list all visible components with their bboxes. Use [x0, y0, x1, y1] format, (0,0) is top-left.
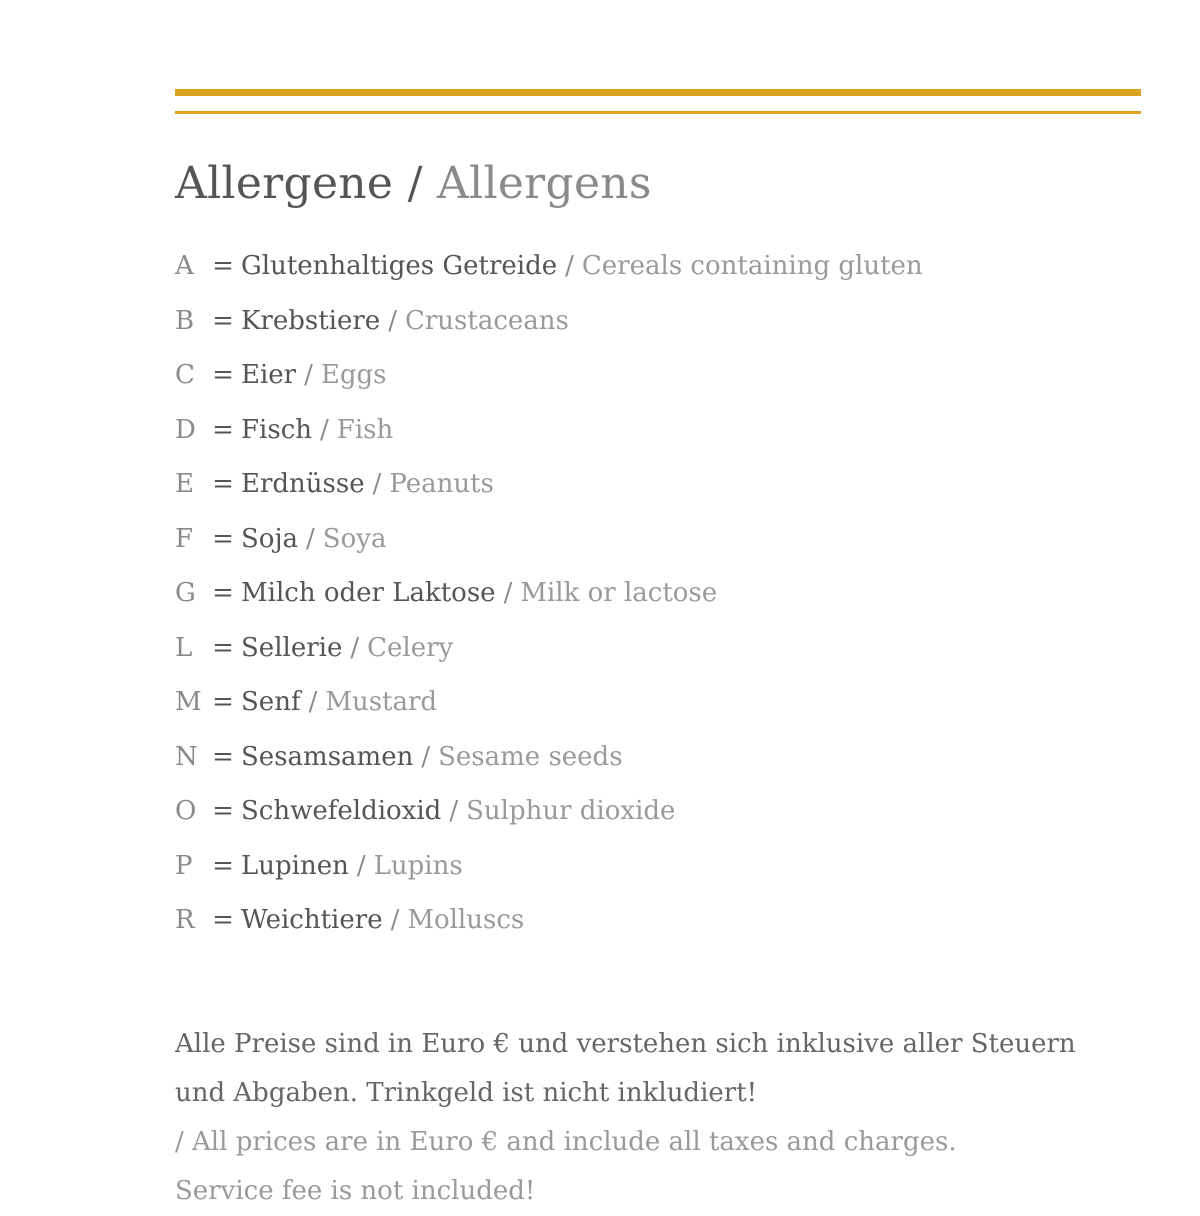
allergen-item [175, 675, 923, 730]
allergen-name-german: Sesamsamen [241, 741, 414, 772]
equals-sign: = [212, 305, 234, 336]
equals-sign: = [212, 523, 234, 554]
allergen-item [175, 512, 923, 567]
slash-separator: / [356, 850, 366, 881]
allergen-name-english: Eggs [320, 360, 387, 390]
title-english: Allergens [437, 158, 652, 209]
price-note-english-line-1: / All prices are in Euro € and include all taxes and charges. [175, 1127, 957, 1157]
allergen-code: P [175, 850, 193, 881]
slash-separator: / [320, 414, 329, 445]
allergen-name-english: Crustaceans [404, 305, 569, 336]
allergen-code: R [175, 905, 195, 935]
allergen-code: N [175, 741, 198, 772]
allergen-name-english: Mustard [325, 687, 438, 717]
allergen-code: M [175, 687, 202, 717]
allergen-name-german: Fisch [241, 414, 313, 445]
equals-sign: = [212, 632, 234, 663]
price-note-german-line-2: und Abgaben. Trinkgeld ist nicht inkludiert! [175, 1078, 758, 1108]
equals-sign: = [212, 850, 234, 881]
allergen-name-english: Peanuts [389, 469, 494, 499]
allergen-code: L [175, 632, 193, 663]
allergen-item [175, 457, 923, 512]
allergen-code: B [175, 305, 195, 336]
slash-separator: / [390, 905, 400, 935]
allergen-code: D [175, 414, 196, 445]
allergen-code: O [175, 796, 197, 826]
allergen-name-german: Soja [241, 523, 299, 554]
price-note [175, 1020, 1135, 1216]
allergen-name-english: Sulphur dioxide [466, 796, 676, 826]
allergen-name-english: Fish [336, 414, 394, 445]
page-title [175, 152, 652, 216]
allergen-item [175, 348, 923, 403]
equals-sign: = [212, 741, 234, 772]
slash-separator: / [449, 796, 459, 826]
allergen-name-german: Sellerie [241, 632, 343, 663]
slash-separator: / [306, 523, 315, 554]
allergen-name-german: Erdnüsse [241, 469, 365, 499]
allergen-item [175, 294, 923, 349]
price-note-english-line-2: Service fee is not included! [175, 1176, 536, 1206]
allergen-name-english: Lupins [373, 850, 463, 881]
allergen-name-german: Lupinen [241, 850, 349, 881]
top-rule-thick [175, 89, 1141, 96]
allergen-code: E [175, 469, 194, 499]
equals-sign: = [212, 687, 234, 717]
allergen-item [175, 403, 923, 458]
allergen-code: G [175, 578, 196, 608]
allergen-item [175, 730, 923, 785]
allergen-code: F [175, 523, 194, 554]
allergen-name-english: Soya [322, 523, 387, 554]
equals-sign: = [212, 905, 234, 935]
allergen-code: C [175, 360, 195, 390]
slash-separator: / [503, 578, 513, 608]
slash-separator: / [350, 632, 360, 663]
allergen-item [175, 839, 923, 894]
slash-separator: / [308, 687, 318, 717]
allergen-name-english: Molluscs [407, 905, 525, 935]
allergen-item [175, 239, 923, 294]
slash-separator: / [565, 251, 574, 281]
price-note-german-line-1: Alle Preise sind in Euro € und verstehen sich inklusive aller Steuern [175, 1029, 1076, 1059]
equals-sign: = [212, 796, 234, 826]
title-separator: / [407, 158, 423, 209]
equals-sign: = [212, 469, 234, 499]
slash-separator: / [388, 305, 397, 336]
equals-sign: = [212, 251, 234, 281]
allergen-name-german: Weichtiere [241, 905, 383, 935]
slash-separator: / [304, 360, 313, 390]
allergen-name-german: Schwefeldioxid [241, 796, 442, 826]
allergen-name-english: Cereals containing gluten [581, 251, 923, 281]
equals-sign: = [212, 578, 234, 608]
allergen-list [175, 239, 923, 948]
allergen-name-german: Glutenhaltiges Getreide [241, 251, 558, 281]
allergen-name-german: Senf [241, 687, 301, 717]
allergen-item [175, 784, 923, 839]
allergen-name-german: Krebstiere [241, 305, 381, 336]
title-german: Allergene [175, 158, 394, 209]
allergen-name-english: Sesame seeds [438, 741, 623, 772]
allergen-name-german: Eier [241, 360, 297, 390]
equals-sign: = [212, 360, 234, 390]
allergen-name-english: Milk or lactose [520, 578, 718, 608]
slash-separator: / [421, 741, 431, 772]
allergen-name-german: Milch oder Laktose [241, 578, 496, 608]
allergen-item [175, 893, 923, 948]
allergen-name-english: Celery [367, 632, 454, 663]
top-rule-thin [175, 111, 1141, 114]
allergen-code: A [175, 251, 194, 281]
equals-sign: = [212, 414, 234, 445]
allergen-item [175, 566, 923, 621]
allergen-item [175, 621, 923, 676]
slash-separator: / [372, 469, 382, 499]
